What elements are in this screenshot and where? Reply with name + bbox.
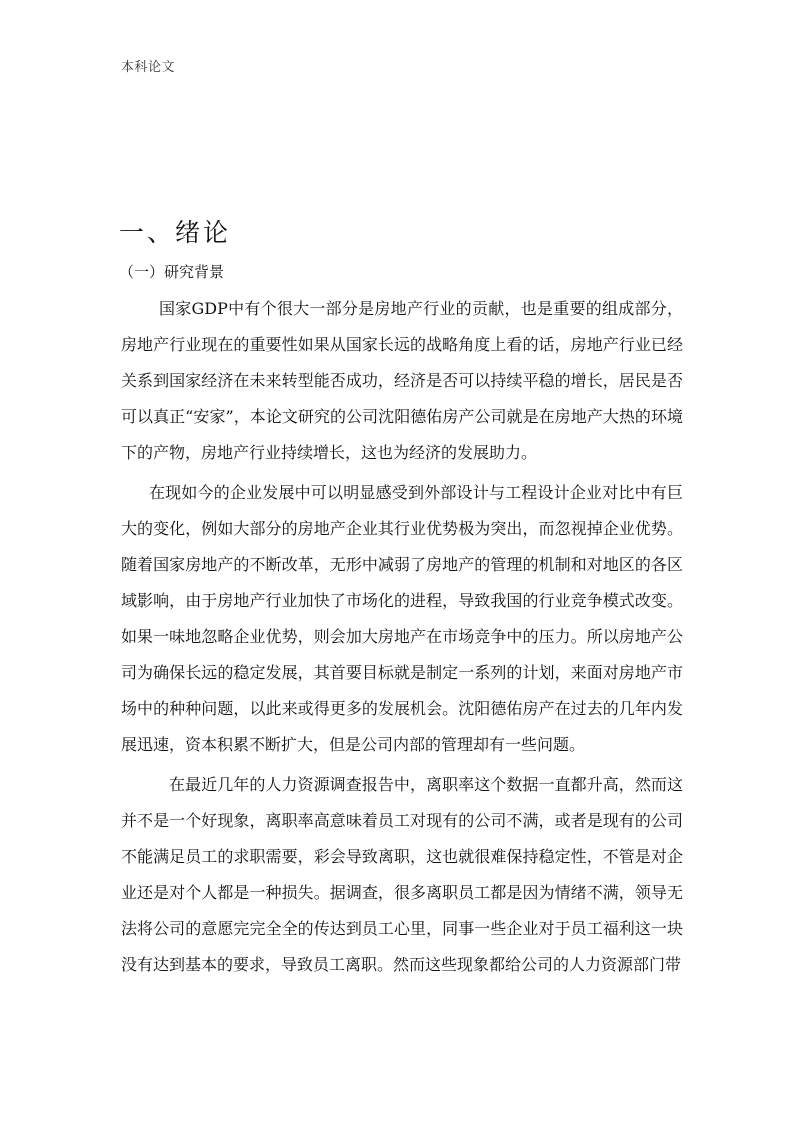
paragraph-research-background-1: 国家GDP中有个很大一部分是房地产行业的贡献，也是重要的组成部分，房地产行业现在的重要性如果从国家长远的战略角度上看的话，房地产行业已经关系到国家经济在未来转型能否成功，经济是否可以持续平稳的增长，居民是否可以真正“安家”，本论文研究的公司沈阳德佑房产公司就是在房地产大热的环境下的产物，房地产行业持续增长，这也为经济的发展助力。	[121, 299, 683, 462]
running-header: 本科论文	[121, 60, 176, 75]
section-title: （一）研究背景	[119, 263, 225, 281]
paragraph-research-background-2: 在现如今的企业发展中可以明显感受到外部设计与工程设计企业对比中有巨大的变化，例如大部分的房地产企业其行业优势极为突出，而忽视掉企业优势。随着国家房地产的不断改革，无形中减弱了房地产的管理的机制和对地区的各区域影响，由于房地产行业加快了市场化的进程，导致我国的行业竞争模式改变。如果一味地忽略企业优势，则会加大房地产在市场竞争中的压力。所以房地产公司为确保长远的稳定发展，其首要目标就是制定一系列的计划，来面对房地产市场中的种种问题，以此来或得更多的发展机会。沈阳德佑房产在过去的几年内发展迅速，资本积累不断扩大，但是公司内部的管理却有一些问题。	[121, 483, 683, 754]
paragraph-research-background-3: 在最近几年的人力资源调查报告中，离职率这个数据一直都升高，然而这并不是一个好现象，离职率高意味着员工对现有的公司不满，或者是现有的公司不能满足员工的求职需要，彩会导致离职，这也就很难保持稳定性，不管是对企业还是对个人都是一种损失。据调查，很多离职员工都是因为情绪不满，领导无法将公司的意愿完完全全的传达到员工心里，同事一些企业对于员工福利这一块没有达到基本的要求，导致员工离职。然而这些现象都给公司的人力资源部门带	[121, 775, 683, 974]
chapter-title: 一、绪论	[119, 218, 232, 247]
